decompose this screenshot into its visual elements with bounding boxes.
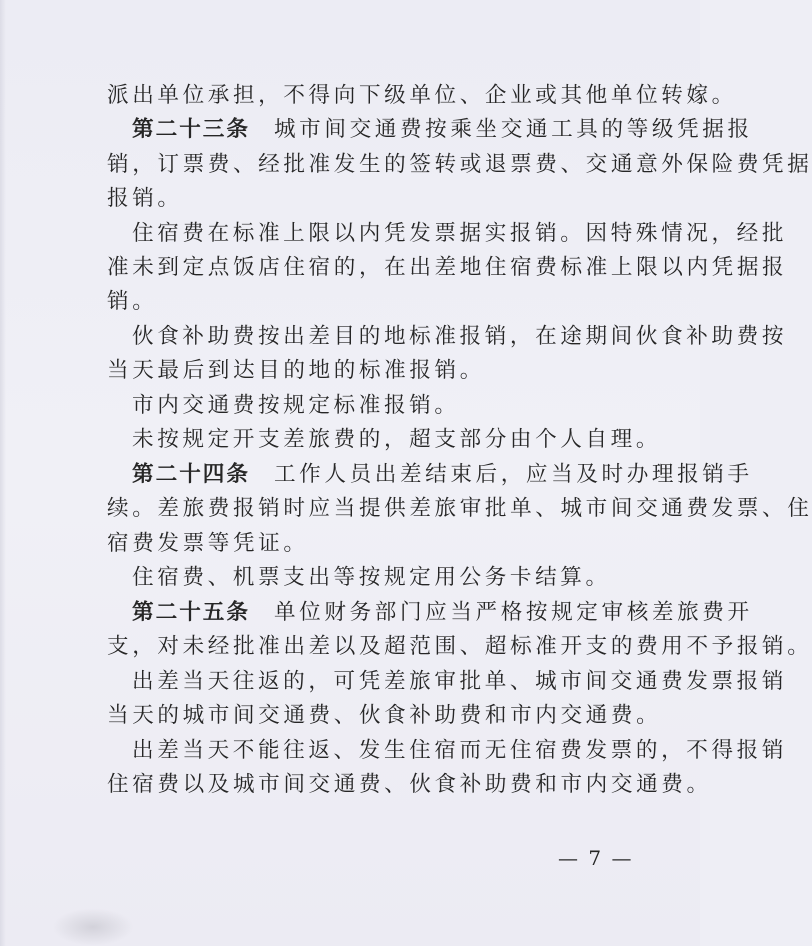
article-text: 工作人员出差结束后，应当及时办理报销手 [273,462,753,487]
paragraph-line: 未按规定开支差旅费的，超支部分由个人自理。 [132,427,662,452]
article-heading: 第二十四条 [132,462,250,487]
paragraph-line: 报销。 [107,186,183,211]
scan-smudge [52,908,134,946]
article-text: 单位财务部门应当严格按规定审核差旅费开 [273,600,753,625]
article-23-line [132,118,753,142]
paragraph-line: 支，对未经批准出差以及超范围、超标准开支的费用不予报销。 [107,634,812,659]
paragraph-line: 市内交通费按规定标准报销。 [132,393,460,418]
paragraph-line: 伙食补助费按出差目的地标准报销，在途期间伙食补助费按 [132,324,788,349]
paragraph-line: 住宿费、机票支出等按规定用公务卡结算。 [132,565,611,590]
scan-shadow [0,0,6,946]
paragraph-line: 宿费发票等凭证。 [107,531,309,556]
paragraph-line: 住宿费在标准上限以内凭发票据实报销。因特殊情况，经批 [132,221,788,246]
paragraph-line: 续。差旅费报销时应当提供差旅审批单、城市间交通费发票、住 [107,496,812,521]
article-text: 城市间交通费按乘坐交通工具的等级凭据报 [273,117,753,142]
paragraph-line: 当天的城市间交通费、伙食补助费和市内交通费。 [107,703,662,728]
article-heading: 第二十三条 [132,117,250,142]
page-number: — 7 — [558,846,634,870]
paragraph-line: 准未到定点饭店住宿的，在出差地住宿费标准上限以内凭据报 [107,255,788,280]
paragraph-line: 销。 [107,289,158,314]
paragraph-line: 派出单位承担，不得向下级单位、企业或其他单位转嫁。 [107,83,737,108]
paragraph-line: 销，订票费、经批准发生的签转或退票费、交通意外保险费凭据 [107,152,812,177]
article-24-line [132,463,753,487]
paragraph-line: 出差当天往返的，可凭差旅审批单、城市间交通费发票报销 [132,669,788,694]
paragraph-line: 出差当天不能往返、发生住宿而无住宿费发票的，不得报销 [132,738,788,763]
article-25-line [132,601,753,625]
paragraph-line: 住宿费以及城市间交通费、伙食补助费和市内交通费。 [107,772,712,797]
article-heading: 第二十五条 [132,600,250,625]
paragraph-line: 当天最后到达目的地的标准报销。 [107,358,485,383]
